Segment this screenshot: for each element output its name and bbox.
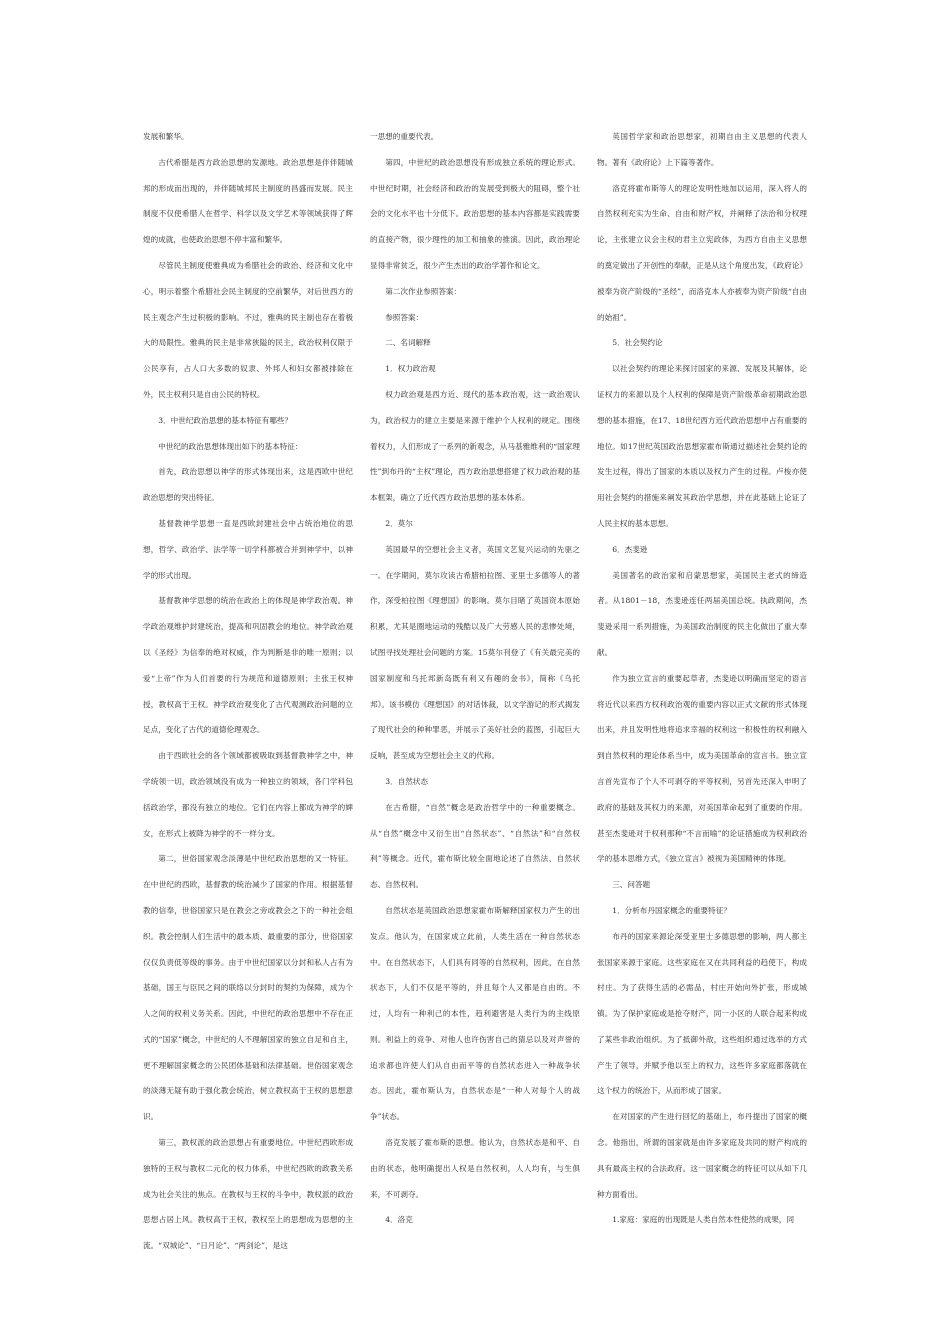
paragraph: 布丹的国家来源论深受亚里士多德思想的影响，两人都主张国家来源于家庭。这些家庭在又在共同利益的趋使下，构成村庄。为了获得生活的必需品，村庄开始向外扩张，形成城镇。为了保护家庭或是抢夺财产，同一小区的人联合起来构成了某些非政治组织。为了抵御外敌，这些组织通过选举的方式产生了领导，并赋予他以至上的权力，这些许多家庭都落就在这个权力的统治下，从而形成了国家。 <box>597 931 807 1096</box>
paragraph: 尽管民主制度使雅典成为希腊社会的政治、经济和文化中心，明示着整个希腊社会民主制度的空前繁华，对后世西方的民主观念产生过积极的影响。不过，雅典的民主制也存在着极大的局限性。雅典的民主是非常狭隘的民主，政治权利仅限于公民享有，占人口大多数的奴隶、外邦人和妇女都被排除在外，民主权利只是自由公民的特权。 <box>143 260 353 399</box>
section-heading: 二、名词解释 <box>385 338 431 348</box>
paragraph: 英国哲学家和政治思想家，初期自由主义思想的代表人物。著有《政府论》上下篇等著作。 <box>597 132 807 167</box>
paragraph: 英国最早的空想社会主义者，英国文艺复兴运动的先驱之一。在学期间，莫尔攻读古希腊柏拉图、亚里士多德等人的著作，深受柏拉图《理想国》的影响。莫尔目睹了英国资本原始积累，尤其是圈地运动的残酷以及广大劳感人民的悲惨处境，试图寻找处理社会问题的方案。15莫尔刊登了《有关最完美的国家制度和乌托邦新岛既有利又有趣的金书》，简称《乌托邦》。该书模仿《理想国》的对话体裁，以文学游记的形式揭发了现代社会的种种罪恶，并展示了美好社会的蓝图，引起巨大反响，甚至成为空想社会主义的代称。 <box>370 544 580 761</box>
section-heading: 5．社会契约论 <box>612 338 663 348</box>
paragraph: 发展和繁华。 <box>143 132 189 141</box>
section-heading: 1．分析布丹国家概念的重要特征？ <box>612 905 731 915</box>
paragraph: 基督教神学思想一直是西欧封建社会中占统治地位的思想，哲学、政治学、法学等一切学科都被合并到神学中，以神学的形式出现。 <box>143 518 353 580</box>
paragraph: 权力政治观是西方近、现代的基本政治观，这一政治观认为，政治权力的建立主要是来源于维护个人权利的规定。围绕着权力，人们形成了一系列的新观念，从马基雅维利的“国家理性”到布丹的“主权”理论，西方政治思想搭建了权力政治观的基本框架，确立了近代西方政治思想的基本体系。 <box>370 389 580 503</box>
paragraph: 参照答案： <box>385 312 424 322</box>
paragraph: 在古希腊，“自然”概念是政治哲学中的一种重要概念。从“自然”概念中又衍生出“自然状态”、“自然法”和“自然权利”等概念。近代，霍布斯比较全面地论述了自然法、自然状态、自然权利。 <box>370 802 580 890</box>
section-heading: 3．自然状态 <box>385 776 428 786</box>
paragraph: 由于西欧社会的各个领域都被吸取到基督教神学之中，神学统领一切，政治领域没有成为一种独立的领域，各门学科包括政治学，都没有独立的地位。它们在内容上都成为神学的婢女，在形式上被降为神学的不一样分支。 <box>143 751 353 838</box>
text-column-2 <box>370 124 580 1233</box>
paragraph: 古代希腊是西方政治思想的发源地。政治思想是伴伴随城邦的形成而出现的，并伴随城邦民主制度的昌盛而发展。民主制度不仅使希腊人在哲学、科学以及文学艺术等领域获得了辉煌的成就，也使政治思想不停丰富和繁华。 <box>143 157 353 245</box>
paragraph: 第四，中世纪的政治思想没有形成独立系统的理论形式。中世纪时期，社会经济和政治的发展受到极大的阻碍，整个社会的文化水平也十分低下。政治思想的基本内容都是实践需要的直接产物，很少理性的加工和抽象的推演。因此，政治理论显得非常贫乏，很少产生杰出的政治学著作和论文。 <box>370 157 580 270</box>
text-column-1 <box>143 124 353 1259</box>
paragraph: 基督教神学思想的统治在政治上的体现是神学政治观。神学政治观维护封建统治，提高和巩固教会的地位。神学政治观以《圣经》为信奉的绝对权威，作为判断是非的唯一原则；以爱“上帝”作为人们首要的行为规范和道德原则；主张王权神授，教权高于王权。神学政治观变化了古代观测政治问题的立足点，变化了古代的道德伦理观念。 <box>143 596 353 735</box>
paragraph: 以社会契约的理论来探讨国家的来源、发展及其解体，论证权力的来源以及个人权利的保障是资产阶级革命初期政治思想的基本措施，在17、18世纪西方近代政治思想中占有重要的地位。如17世纪英国政治思想家霍布斯通过描述社会契约论的发生过程，得出了国家的本质以及权力产生的过程。卢梭亦使用社会契约的措施来阐发其政治学思想，并在此基础上论证了人民主权的基本思想。 <box>597 364 807 528</box>
section-heading: 6．杰斐逊 <box>612 544 648 554</box>
paragraph: 首先，政治思想以神学的形式体现出来，这是西欧中世纪政治思想的突出特征。 <box>143 467 353 503</box>
paragraph: 在对国家的产生进行回忆的基础上，布丹提出了国家的概念。他指出，所谓的国家就是由许多家庭及共同的财产构成的具有最高主权的合法政府。这一国家概念的特征可以从如下几种方面看出。 <box>597 1112 807 1199</box>
paragraph: 一思想的重要代表。 <box>370 132 439 141</box>
paragraph: 三、问答题 <box>612 880 651 890</box>
paragraph: 第三，教权派的政治思想占有重要地位。中世纪西欧形成独特的王权与教权二元化的权力体系，中世纪西欧的政教关系成为社会关注的焦点。在教权与王权的斗争中，教权派的政治思想占居上风。教权高于王权，教权至上的思想成为思想的主流。“双城论”、“日月论”、“两剑论”，是这 <box>143 1138 353 1251</box>
paragraph: 中世纪的政治思想体现出如下的基本特征： <box>158 441 303 451</box>
paragraph: 自然状态是英国政治思想家霍布斯解释国家权力产生的出发点。他认为，在国家成立此前，人类生活在一种自然状态中。在自然状态下，人们具有同等的自然权利，因此，在自然状态下，人们不仅是平等的，并且每个人又都是自由的。不过，人均有一种利己的本性，趋利避害是人类行为的主线原则。利益上的竞争、对他人也许伤害自己的猜忌以及对声誉的追求都也许使人们从自由而平等的自然状态进入一种战争状态。因此，霍布斯认为，自然状态是“一种人对每个人的战争”状态。 <box>370 905 580 1122</box>
section-heading: 1.家庭：家庭的出现既是人类自然本性使然的成果，同 <box>612 1215 795 1225</box>
section-heading: 2．莫尔 <box>385 518 413 528</box>
paragraph: 第二次作业参照答案： <box>385 286 462 296</box>
section-heading: 4．洛克 <box>385 1215 413 1225</box>
section-heading: 3．中世纪政治思想的基本特征有哪些？ <box>158 415 293 425</box>
paragraph: 洛克发展了霍布斯的思想。他认为，自然状态是和平、自由的状态，他明确提出人权是自然权利，人人均有，与生俱来，不可剥夺。 <box>370 1138 580 1199</box>
paragraph: 第二，世俗国家观念淡薄是中世纪政治思想的又一特征。在中世纪的西欧，基督教的统治减少了国家的作用。根据基督教的信奉，世俗国家只是在教会之旁或教会之下的一种社会组织。教会控制人们生活中的最本质、最重要的部分，世俗国家仅仅负责低等级的事务。由于中世纪国家以分封和私人占有为基础，国王与臣民之间的联络以分封时的契约为保障，成为个人之间的权利义务关系。因此，中世纪的政治思想中不存在正式的“国家”概念，中世纪的人不理解国家的独立自足和自主，更不理解国家概念的公民团体基础和法律基础。世俗国家观念的淡薄无疑有助于强化教会统治，树立教权高于王权的思想意识。 <box>143 854 353 1122</box>
paragraph: 美国著名的政治家和启蒙思想家，美国民主老式的缔造者。从1801－18，杰斐逊连任两届美国总统。执政期间，杰斐逊采用一系列措施，为美国政治制度的民主化做出了重大奉献。 <box>597 570 807 657</box>
text-column-3 <box>597 124 807 1233</box>
section-heading: 1．权力政治观 <box>385 364 436 374</box>
paragraph: 作为独立宣言的重要起草者，杰斐逊以明确而坚定的语言将近代以来西方权利政治观的重要内容以正式文献的形式体现出来，并且发明性地将追求幸福的权利这一积极性的权利融入到自然权利的理论体系当中，成为美国革命的宣言书。独立宣言首先宣布了个人不可剥夺的平等权利，另首先还深入申明了政府的基础及其权力的来源，对美国革命起到了重要的作用。甚至杰斐逊对于权利那种“不言而喻”的论证措施成为权利政治学的基本思维方式，《独立宣言》被视为美国精神的体现。 <box>597 673 807 864</box>
paragraph: 洛克将霍布斯等人的理论发明性地加以运用，深入将人的自然权利充实为生命、自由和财产权，并阐释了法治和分权理论，主张建立议会主权的君主立宪政体，为西方自由主义思想的奠定做出了开创性的奉献，正是从这个角度出发，《政府论》被奉为资产阶级的“圣经”，而洛克本人亦被奉为资产阶级“自由的始祖”。 <box>597 183 807 322</box>
